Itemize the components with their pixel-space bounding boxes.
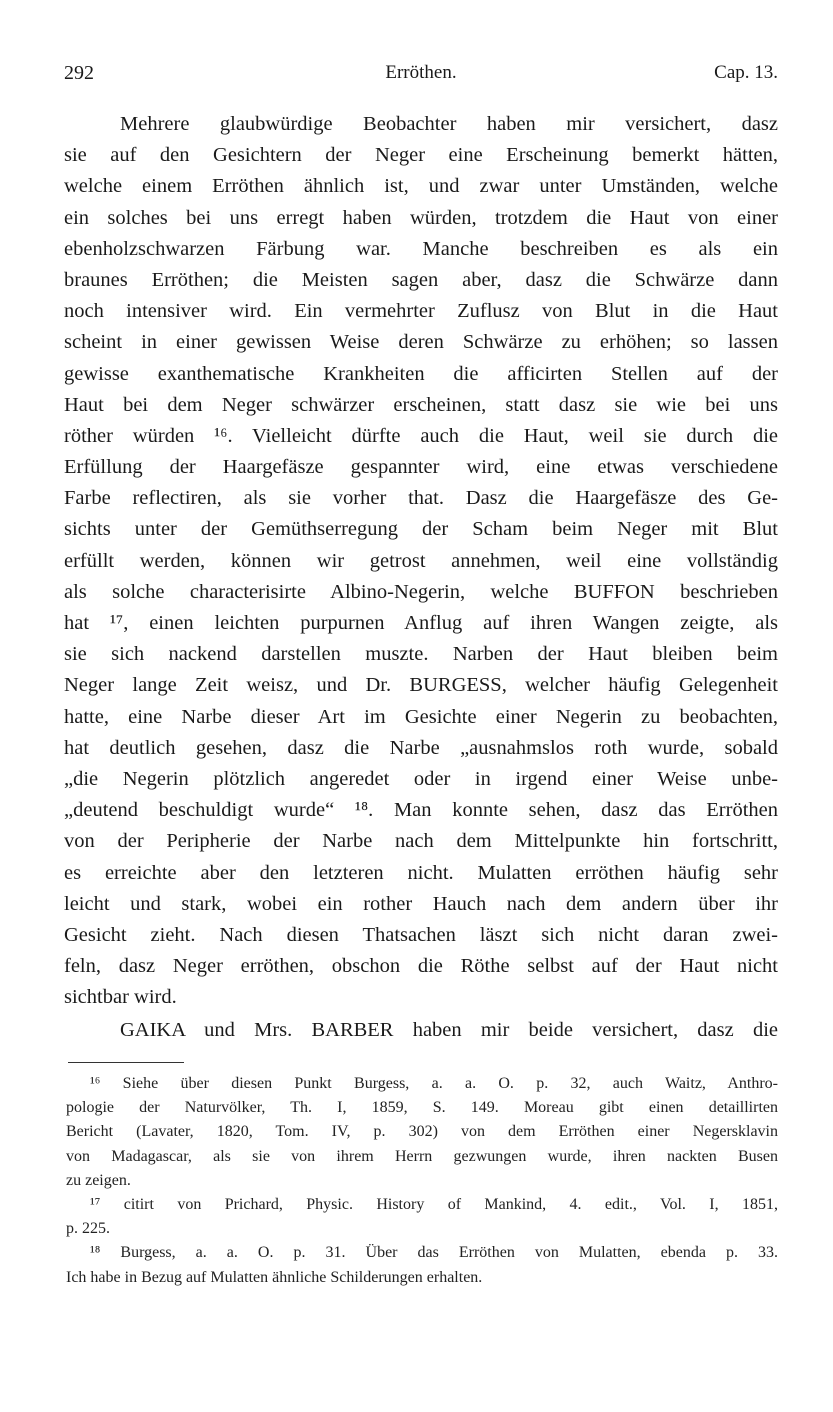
text-line: röther würden ¹⁶. Vielleicht dürfte auch die Haut, weil sie durch die: [64, 424, 778, 447]
text-line: von der Peripherie der Narbe nach dem Mittelpunkte hin fortschritt,: [64, 830, 778, 853]
body-text: [64, 109, 778, 1047]
text-line: es erreichte aber den letzteren nicht. Mulatten erröthen häufig sehr: [64, 861, 778, 884]
text-line: gewisse exanthematische Krankheiten die afficirten Stellen auf der: [64, 362, 778, 385]
footnote-line: ¹⁸ Burgess, a. a. O. p. 31. Über das Erröthen von Mulatten, ebenda p. 33.: [90, 1244, 778, 1262]
footnote-line: p. 225.: [66, 1220, 110, 1238]
text-line: feln, dasz Neger erröthen, obschon die Röthe selbst auf der Haut nicht: [64, 955, 778, 978]
text-line: noch intensiver wird. Ein vermehrter Zuflusz von Blut in die Haut: [64, 300, 778, 323]
text-line: braunes Erröthen; die Meisten sagen aber, dasz die Schwärze dann: [64, 268, 778, 291]
text-line: sie auf den Gesichtern der Neger eine Erscheinung bemerkt hätten,: [64, 144, 778, 167]
text-line: Farbe reflectiren, als sie vorher that. Dasz die Haargefäsze des Ge-: [64, 487, 778, 510]
running-title: Erröthen.: [385, 62, 457, 83]
page-number: 292: [64, 62, 94, 84]
footnotes: [66, 1072, 778, 1290]
text-line: Neger lange Zeit weisz, und Dr. BURGESS, welcher häufig Gelegenheit: [64, 674, 778, 697]
text-line: hatte, eine Narbe dieser Art im Gesichte einer Negerin zu beobachten,: [64, 705, 778, 728]
footnote-line: Ich habe in Bezug auf Mulatten ähnliche Schilderungen erhalten.: [66, 1268, 483, 1286]
text-line: „deutend beschuldigt wurde“ ¹⁸. Man konnte sehen, dasz das Erröthen: [64, 799, 778, 822]
text-line: „die Negerin plötzlich angeredet oder in irgend einer Weise unbe-: [64, 767, 778, 790]
text-line: sichtbar wird.: [64, 986, 177, 1009]
text-line: welche einem Erröthen ähnlich ist, und zwar unter Umständen, welche: [64, 175, 778, 198]
text-line: sie sich nackend darstellen muszte. Narben der Haut bleiben beim: [64, 643, 778, 666]
text-line: erfüllt werden, können wir getrost annehmen, weil eine vollständig: [64, 549, 778, 572]
footnote-line: pologie der Naturvölker, Th. I, 1859, S. 149. Moreau gibt einen detaillirten: [66, 1099, 778, 1117]
text-line: ein solches bei uns erregt haben würden, trotzdem die Haut von einer: [64, 206, 778, 229]
text-line: ebenholzschwarzen Färbung war. Manche beschreiben es als ein: [64, 237, 778, 260]
text-line: Mehrere glaubwürdige Beobachter haben mir versichert, dasz: [120, 113, 778, 135]
footnote-line: Bericht (Lavater, 1820, Tom. IV, p. 302) von dem Erröthen einer Negersklavin: [66, 1123, 778, 1141]
text-line: scheint in einer gewissen Weise deren Schwärze zu erhöhen; so lassen: [64, 331, 778, 354]
footnote-line: zu zeigen.: [66, 1171, 131, 1189]
text-line: als solche characterisirte Albino-Negerin, welche BUFFON beschrieben: [64, 580, 778, 603]
footnote-line: von Madagascar, als sie von ihrem Herrn gezwungen wurde, ihren nackten Busen: [66, 1147, 778, 1165]
text-line: GAIKA und Mrs. BARBER haben mir beide versichert, dasz die: [120, 1019, 778, 1042]
text-line: hat deutlich gesehen, dasz die Narbe „ausnahmslos roth wurde, sobald: [64, 736, 778, 759]
text-line: Erfüllung der Haargefäsze gespannter wird, eine etwas verschiedene: [64, 456, 778, 479]
text-line: leicht und stark, wobei ein rother Hauch nach dem andern über ihr: [64, 892, 778, 915]
footnote-17: [66, 1193, 778, 1241]
text-line: sichts unter der Gemüthserregung der Scham beim Neger mit Blut: [64, 518, 778, 541]
footnote-line: ¹⁷ citirt von Prichard, Physic. History of Mankind, 4. edit., Vol. I, 1851,: [90, 1195, 778, 1213]
running-header: [64, 62, 778, 88]
footnote-line: ¹⁶ Siehe über diesen Punkt Burgess, a. a. O. p. 32, auch Waitz, Anthro-: [90, 1075, 778, 1092]
chapter-label: Cap. 13.: [714, 62, 778, 83]
text-line: Haut bei dem Neger schwärzer erscheinen, statt dasz sie wie bei uns: [64, 393, 778, 416]
footnote-separator: [68, 1062, 184, 1063]
text-line: hat ¹⁷, einen leichten purpurnen Anflug auf ihren Wangen zeigte, als: [64, 612, 778, 634]
paragraph: [64, 109, 778, 1013]
text-line: Gesicht zieht. Nach diesen Thatsachen läszt sich nicht daran zwei-: [64, 923, 778, 946]
footnote-18: [66, 1241, 778, 1289]
paragraph: [64, 1015, 778, 1046]
footnote-16: [66, 1072, 778, 1193]
